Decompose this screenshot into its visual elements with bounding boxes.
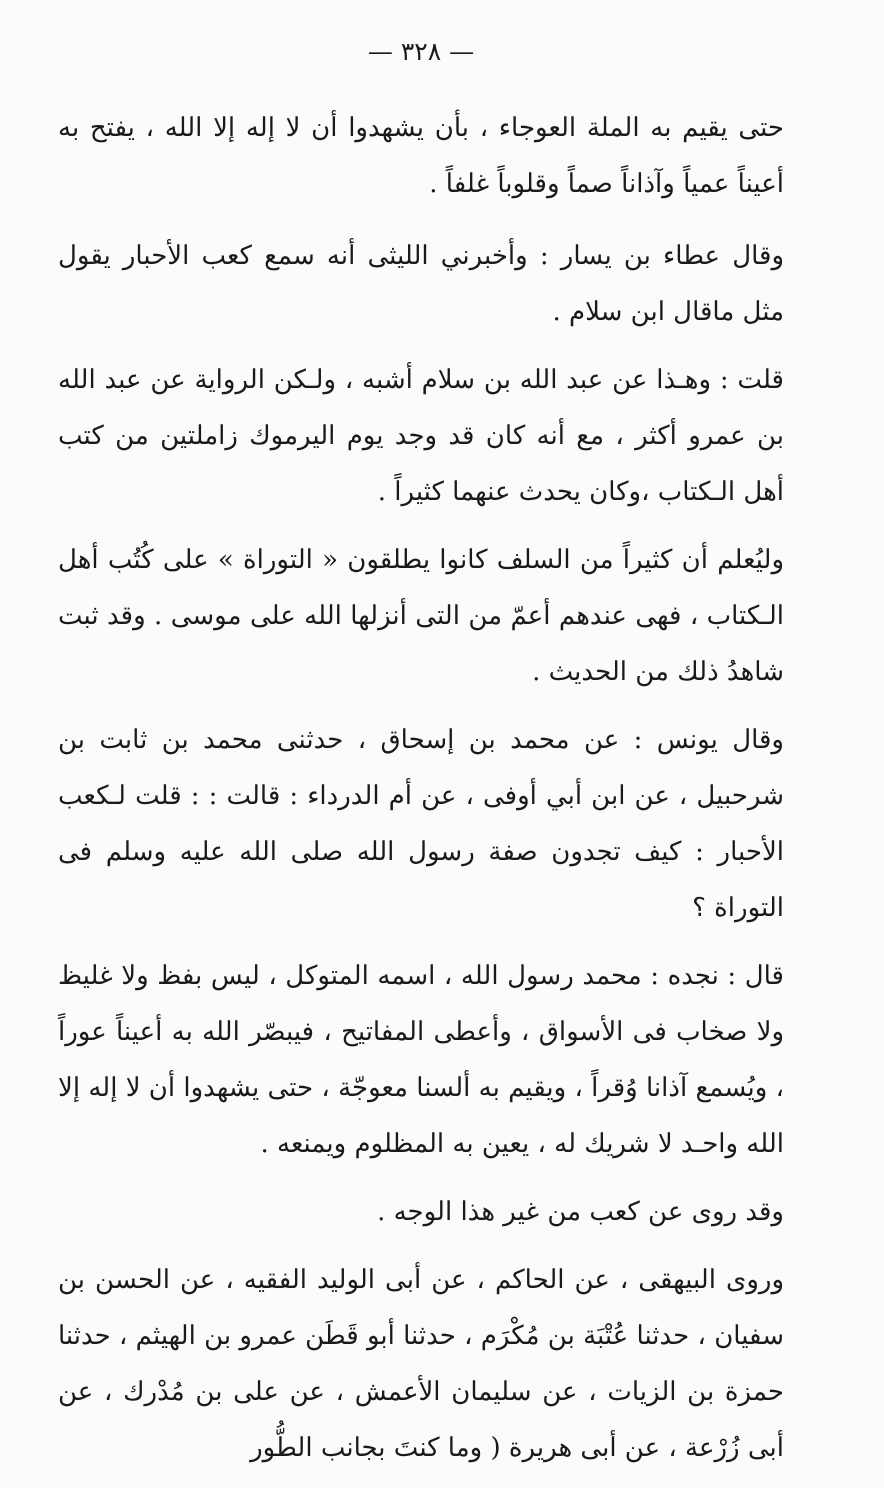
paragraph: حتى يقيم به الملة العوجاء ، بأن يشهدوا أن لا إله إلا الله ، يفتح به أعيناً عمياً وآذاناً صماً وقلوباً غلفاً . [58,113,784,199]
paragraph: وقد روى عن كعب من غير هذا الوجه . [377,1197,784,1227]
paragraph: وقال يونس : عن محمد بن إسحاق ، حدثنى محمد بن ثابت بن شرحبيل ، عن ابن أبي أوفى ، عن أم الدرداء : قالت : : قلت لـكعب الأحبار : كيف تجدون صفة رسول الله صلى الله عليه وسلم فى التوراة ؟ [58,725,784,923]
paragraph: قلت : وهـذا عن عبد الله بن سلام أشبه ، ولـكن الرواية عن عبد الله بن عمرو أكثر ، مع أنه كان قد وجد يوم اليرموك زاملتين من كتب أهل الـكتاب ،وكان يحدث عنهما كثيراً . [58,365,784,507]
paragraph: وقال عطاء بن يسار : وأخبرني الليثى أنه سمع كعب الأحبار يقول مثل ماقال ابن سلام . [58,241,784,327]
paragraph: وروى البيهقى ، عن الحاكم ، عن أبى الوليد الفقيه ، عن الحسن بن سفيان ، حدثنا عُتْبَة بن مُكْرَم ، حدثنا أبو قَطَن عمرو بن الهيثم ، حدثنا حمزة بن الزيات ، عن سليمان الأعمش ، عن على بن مُدْرك ، عن أبى زُرْعة ، عن أبى هريرة ( وما كنتَ بجانب الطُّور [58,1265,784,1463]
page-number: — ٣٢٨ — [367,37,475,66]
paragraph: قال : نجده : محمد رسول الله ، اسمه المتوكل ، ليس بفظ ولا غليظ ولا صخاب فى الأسواق ، وأعطى المفاتيح ، فيبصّر الله به أعيناً عوراً ، ويُسمع آذانا وُقراً ، ويقيم به ألسنا معوجّة ، حتى يشهدوا أن لا إله إلا الله واحـد لا شريك له ، يعين به المظلوم ويمنعه . [58,961,784,1159]
book-page [58,30,784,1488]
paragraph: وليُعلم أن كثيراً من السلف كانوا يطلقون « التوراة » على كُتُب أهل الـكتاب ، فهى عندهم أعمّ من التى أنزلها الله على موسى . وقد ثبت شاهدُ ذلك من الحديث . [58,545,784,687]
